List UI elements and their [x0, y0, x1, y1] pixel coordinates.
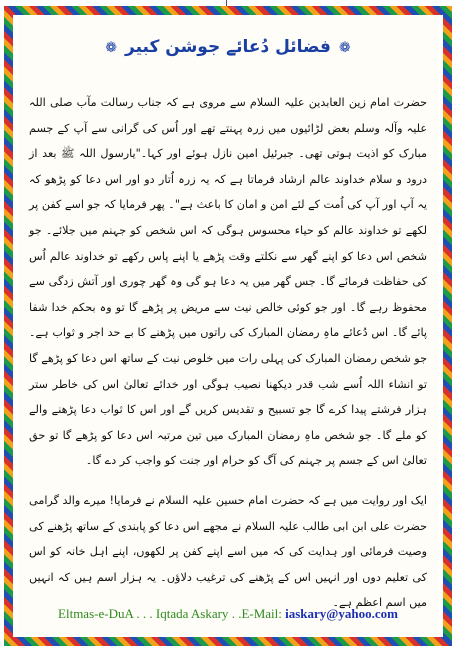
body-text	[29, 90, 427, 616]
document-page	[17, 16, 439, 636]
title-block	[17, 36, 439, 57]
footer-email-label: E-Mail:	[241, 606, 282, 621]
paragraph-1: حضرت امام زین العابدین علیہ السلام سے مروی ہے کہ جناب رسالت مآب صلی اللہ علیہ وآلہ وسلم بعض لڑائیوں میں زرہ پہنتے تھے اور اُس کی گرانی سے آپ کے جسم مبارک کو اذیت ہوتی تھی۔ جبرئیل امین نازل ہوئے اور کہا۔"یارسول اللہ ﷺ بعد از درود و سلام خداوند عالم ارشاد فرماتا ہے کہ یہ زرہ اُتار دو اور اس دعا کو پڑھو کہ یہ آپ اور آپ کی اُمت کے لئے امن و امان کا باعث ہے"۔ پھر فرمایا کہ جو اسے کفن پر لکھے تو خداوند عالم کو حیاء محسوس ہوگی کہ اس شخص کو جہنم میں جلائے۔ جو شخص اس دعا کو اپنے گھر سے نکلتے وقت پڑھے یا اپنے پاس رکھے تو خداوند عالم اُس کی حفاظت فرمائے گا۔ جس گھر میں یہ دعا ہو گی وہ گھر چوری اور آتش زدگی سے محفوظ رہے گا۔ اور جو کوئی خالص نیت سے مریض پر پڑھے گا تو وہ بحکم خدا شفا پائے گا۔ اس دُعائے ماہِ رمضان المبارک کی راتوں میں پڑھنے کا بے حد اجر و ثواب ہے۔ جو شخص رمضان المبارک کی پہلی رات میں خلوص نیت کے ساتھ اس دعا کو پڑھے گا تو انشاء اللہ اُسے شب قدر دیکھنا نصیب ہوگی اور خدائے تعالیٰ اس کی خاطر ستر ہزار فرشتے پیدا کرے گا جو تسبیح و تقدیس کریں گے اور اس کا ثواب دعا پڑھنے والے کو ملے گا۔ جو شخص ماہِ رمضان المبارک میں تین مرتبہ اس دعا کو پڑھے گا تو حق تعالیٰ اس کے جسم پر جہنم کی آگ کو حرام اور جنت کو واجب کر دے گا۔	[29, 96, 427, 468]
footer-source: Eltmas-e-DuA	[58, 606, 134, 621]
title-ornament-left: ❁	[105, 40, 117, 56]
footer-separator-2: . .	[228, 606, 242, 621]
paragraph-2: ایک اور روایت میں ہے کہ حضرت امام حسین علیہ السلام نے فرمایا! میرے والد گرامی حضرت علی ابن ابی طالب علیہ السلام نے مجھے اس دعا کو پابندی کے ساتھ پڑھنے کی وصیت فرمائی اور ہدایت کی کہ میں اسے اپنے کفن پر لکھوں، اپنے اہل خانہ کو اس کی تعلیم دوں اور انہیں اس کے پڑھنے کی ترغیب دلاؤں۔ یہ ہزار اسم ہیں کہ انہیں میں اسم اعظم ہے۔	[29, 493, 427, 610]
footer-separator-1: . . .	[133, 606, 156, 621]
footer-email: iaskary@yahoo.com	[285, 606, 398, 621]
title-ornament-right: ❁	[339, 40, 351, 56]
page-title: فضائل دُعائے جوشن کبیر	[125, 37, 331, 57]
footer-author: Iqtada Askary	[155, 606, 229, 621]
footer-credit	[17, 606, 439, 622]
